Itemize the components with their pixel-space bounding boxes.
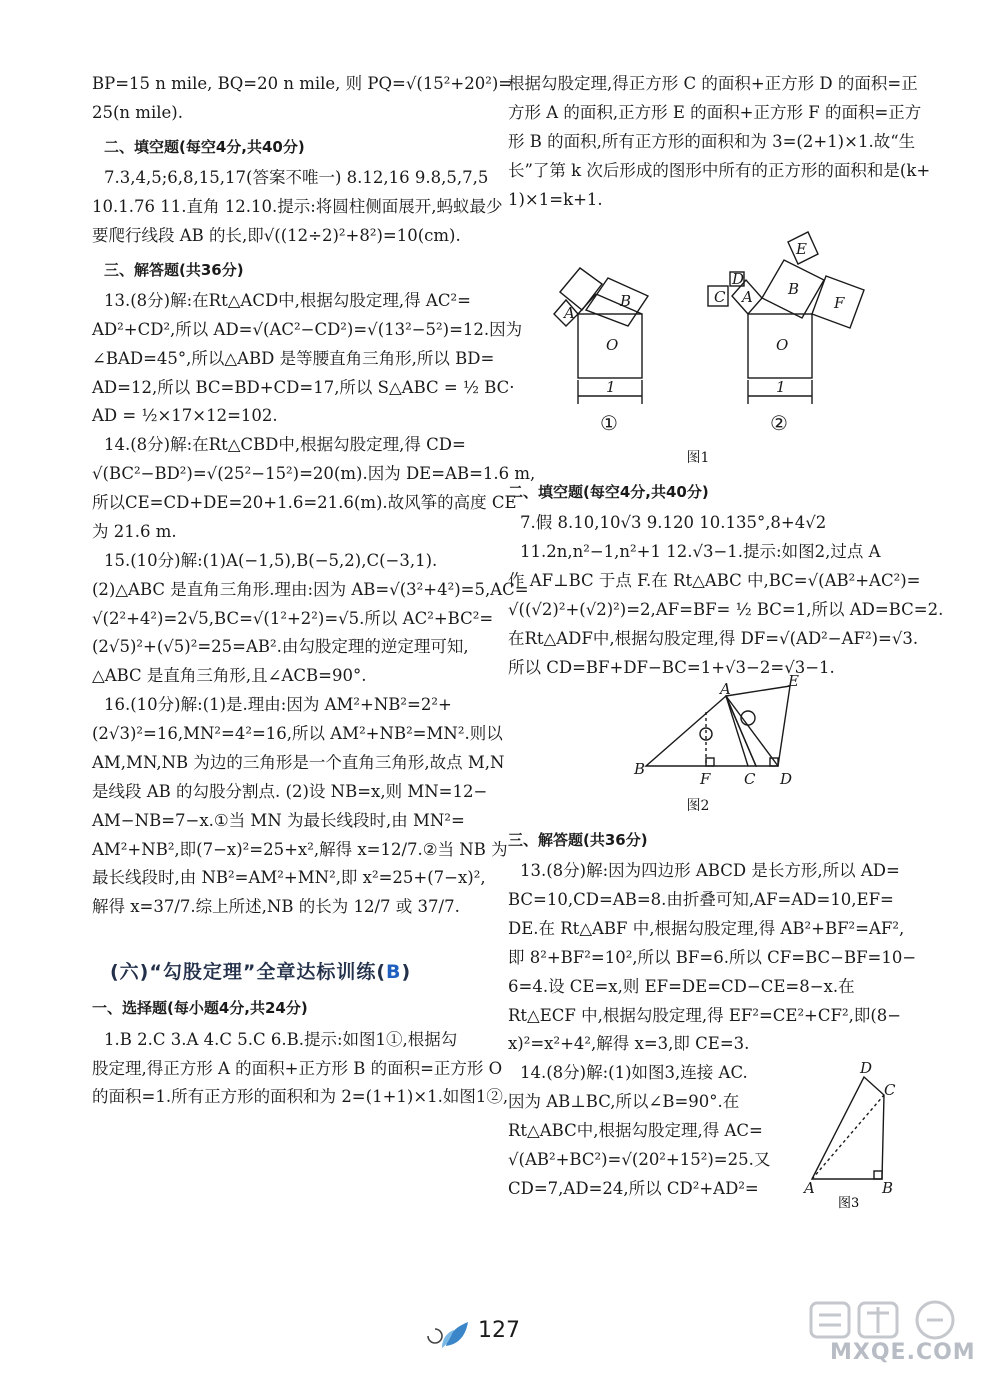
- label-a: A: [804, 1179, 815, 1198]
- leaf-logo-icon: [420, 1318, 472, 1352]
- q14-block: [508, 1059, 896, 1212]
- text-line: 方形 A 的面积,正方形 E 的面积+正方形 F 的面积=正方: [508, 102, 922, 122]
- text-line: 16.(10分)解:(1)是.理由:因为 AM²+NB²=2²+: [104, 695, 452, 715]
- text-line: 7.假 8.10,10√3 9.120 10.135°,8+4√2: [520, 513, 827, 533]
- figure-1: [508, 214, 888, 444]
- text-line: △ABC 是直角三角形,且∠ACB=90°.: [92, 666, 367, 686]
- label-b: B: [882, 1179, 894, 1198]
- label-c: C: [714, 288, 726, 307]
- text-line: 即 8²+BF²=10²,所以 BF=6.所以 CF=BC−BF=10−: [508, 947, 917, 967]
- page-number: 127: [478, 1318, 520, 1343]
- text-line: 所以CE=CD+DE=20+1.6=21.6(m).故风筝的高度 CE: [92, 493, 517, 512]
- triangle-side: [596, 294, 642, 314]
- figure-2-caption: 图2: [686, 798, 710, 815]
- label-a: A: [564, 304, 575, 323]
- label-c: C: [744, 770, 756, 789]
- label-b: B: [634, 760, 646, 779]
- text-line: x)²=x²+4²,解得 x=3,即 CE=3.: [508, 1034, 750, 1054]
- label-f: F: [700, 770, 711, 789]
- section-heading-fill-blank: 二、填空题(每空4分,共40分): [104, 137, 305, 156]
- text-line: BC=10,CD=AB=8.由折叠可知,AF=AD=10,EF=: [508, 890, 894, 909]
- part-title-close: ): [401, 961, 412, 984]
- label-a: A: [742, 288, 753, 307]
- text-line: 11.2n,n²−1,n²+1 12.√3−1.提示:如图2,过点 A: [520, 542, 881, 561]
- text-line: √(BC²−BD²)=√(25²−15²)=20(m).因为 DE=AB=1.6 m,: [92, 464, 536, 484]
- text-line: 的面积=1.所有正方形的面积和为 2=(1+1)×1.如图1②,: [92, 1087, 509, 1107]
- section-heading-answers: 三、解答题(共36分): [104, 260, 244, 279]
- text-line: Rt△ABC中,根据勾股定理,得 AC=: [508, 1121, 763, 1140]
- text-line: AD=12,所以 BC=BD+CD=17,所以 S△ABC = ½ BC·: [92, 377, 515, 397]
- text-line: AD = ½×17×12=102.: [92, 406, 278, 426]
- text-line: 13.(8分)解:在Rt△ACD中,根据勾股定理,得 AC²=: [104, 290, 471, 310]
- text-line: 所以 CD=BF+DF−BC=1+√3−2=√3−1.: [508, 657, 835, 677]
- sub-label-1: ①: [600, 411, 618, 436]
- text-line: AD²+CD²,所以 AD=√(AC²−CD²)=√(13²−5²)=12.因为: [92, 319, 523, 339]
- text-line: 15.(10分)解:(1)A(−1,5),B(−5,2),C(−3,1).: [104, 550, 438, 570]
- text-line: 作 AF⊥BC 于点 F.在 Rt△ABC 中,BC=√(AB²+AC²)=: [508, 570, 921, 590]
- length-label: 1: [606, 378, 616, 397]
- section-heading-choice: 一、选择题(每小题4分,共24分): [92, 999, 308, 1018]
- label-d: D: [732, 270, 745, 289]
- text-line: BP=15 n mile, BQ=20 n mile, 则 PQ=√(15²+20²)=: [92, 74, 513, 93]
- left-column: [92, 70, 536, 1112]
- text-line: 14.(8分)解:(1)如图3,连接 AC.: [520, 1063, 748, 1083]
- text-line: 13.(8分)解:因为四边形 ABCD 是长方形,所以 AD=: [520, 861, 900, 881]
- text-line: 为 21.6 m.: [92, 521, 177, 541]
- label-o: O: [606, 336, 619, 355]
- watermark-logo-icon: [805, 1295, 985, 1345]
- text-line: 25(n mile).: [92, 102, 183, 122]
- length-label: 1: [776, 378, 786, 397]
- text-line: DE.在 Rt△ABF 中,根据勾股定理,得 AB²+BF²=AF²,: [508, 918, 905, 938]
- text-line: AM−NB=7−x.①当 MN 为最长线段时,由 MN²=: [92, 810, 465, 830]
- segment-ac: [726, 696, 748, 766]
- part-title-text: (六)“勾股定理”全章达标训练(: [110, 961, 387, 984]
- text-line: 10.1.76 11.直角 12.10.提示:将圆柱侧面展开,蚂蚁最少: [92, 196, 503, 216]
- right-angle-mark: [706, 758, 714, 766]
- label-f: F: [834, 294, 845, 313]
- text-line: CD=7,AD=24,所以 CD²+AD²=: [508, 1178, 759, 1198]
- text-line: 14.(8分)解:在Rt△CBD中,根据勾股定理,得 CD=: [104, 435, 466, 455]
- label-e: E: [788, 672, 799, 691]
- right-angle-mark: [874, 1171, 882, 1179]
- label-d: D: [780, 770, 793, 789]
- text-line: AM²+NB²,即(7−x)²=25+x²,解得 x=12/7.②当 NB 为: [92, 839, 508, 859]
- text-line: √((√2)²+(√2)²)=2,AF=BF= ½ BC=1,所以 AD=BC=2.: [508, 599, 944, 619]
- square-b-1: [586, 278, 648, 326]
- figure-3: [804, 1059, 896, 1212]
- text-line: 6=4.设 CE=x,则 EF=DE=CD−CE=8−x.在: [508, 976, 855, 996]
- figure-2: [508, 672, 888, 792]
- text-line: 最长线段时,由 NB²=AM²+MN²,即 x²=25+(7−x)²,: [92, 868, 486, 888]
- text-line: 形 B 的面积,所有正方形的面积和为 3=(2+1)×1.故“生: [508, 131, 916, 151]
- text-line: 1)×1=k+1.: [508, 189, 603, 209]
- figure-1-caption: 图1: [686, 450, 710, 467]
- text-line: 7.3,4,5;6,8,15,17(答案不唯一) 8.12,16 9.8,5,7,5: [104, 168, 489, 187]
- sub-label-2: ②: [770, 411, 788, 436]
- text-line: 在Rt△ADF中,根据勾股定理,得 DF=√(AD²−AF²)=√3.: [508, 628, 919, 648]
- text-line: (2√5)²+(√5)²=25=AB².由勾股定理的逆定理可知,: [92, 637, 469, 657]
- text-line: 因为 AB⊥BC,所以∠B=90°.在: [508, 1092, 740, 1112]
- text-line: (2√3)²=16,MN²=4²=16,所以 AM²+NB²=MN².则以: [92, 724, 503, 743]
- figure-3-caption: 图3: [838, 1196, 860, 1212]
- text-line: ∠BAD=45°,所以△ABD 是等腰直角三角形,所以 BD=: [92, 348, 495, 368]
- text-line: (2)△ABC 是直角三角形.理由:因为 AB=√(3²+4²)=5,AC=: [92, 579, 529, 599]
- text-line: √(2²+4²)=2√5,BC=√(1²+2²)=√5.所以 AC²+BC²=: [92, 608, 494, 628]
- label-o: O: [776, 336, 789, 355]
- text-line: 要爬行线段 AB 的长,即√((12÷2)²+8²)=10(cm).: [92, 225, 461, 245]
- text-line: AM,MN,NB 为边的三角形是一个直角三角形,故点 M,N: [92, 752, 505, 772]
- text-line: 股定理,得正方形 A 的面积+正方形 B 的面积=正方形 O: [92, 1058, 503, 1078]
- text-line: 是线段 AB 的勾股分割点. (2)设 NB=x,则 MN=12−: [92, 781, 488, 801]
- part-title-letter: B: [386, 961, 402, 984]
- text-line: 解得 x=37/7.综上所述,NB 的长为 12/7 或 37/7.: [92, 897, 460, 917]
- label-b: B: [788, 280, 800, 299]
- text-line: √(AB²+BC²)=√(20²+15²)=25.又: [508, 1149, 771, 1169]
- right-column: [508, 70, 944, 1212]
- text-line: 根据勾股定理,得正方形 C 的面积+正方形 D 的面积=正: [508, 74, 918, 93]
- part-title: [110, 956, 468, 989]
- label-c: C: [884, 1081, 896, 1100]
- text-line: 长”了第 k 次后形成的图形中所有的正方形的面积和是(k+: [508, 160, 931, 180]
- label-a: A: [720, 680, 731, 699]
- quadrilateral-abcd: [812, 1077, 884, 1179]
- text-line: Rt△ECF 中,根据勾股定理,得 EF²=CE²+CF²,即(8−: [508, 1005, 902, 1025]
- label-b: B: [620, 292, 632, 311]
- label-d: D: [860, 1059, 873, 1078]
- label-e: E: [796, 240, 807, 259]
- text-line: 1.B 2.C 3.A 4.C 5.C 6.B.提示:如图1①,根据勾: [104, 1029, 458, 1049]
- section-heading-fill-blank: 二、填空题(每空4分,共40分): [508, 482, 709, 501]
- watermark-url: MXQE.COM: [830, 1340, 976, 1365]
- section-heading-answers: 三、解答题(共36分): [508, 830, 648, 849]
